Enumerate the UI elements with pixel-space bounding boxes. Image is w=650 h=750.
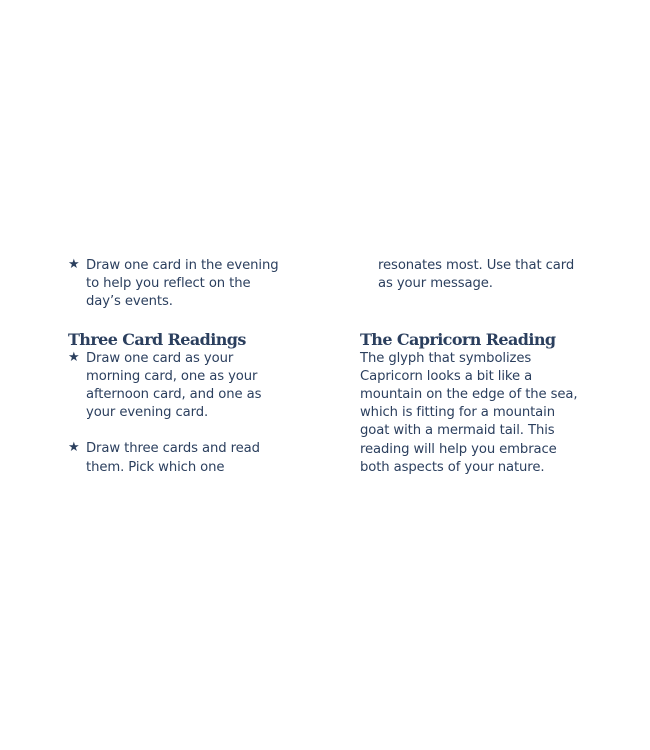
text-line: Capricorn looks a bit like a [360, 368, 533, 384]
text-line: resonates most. Use that card [378, 258, 575, 273]
heading-three-card: Three Card Readings [68, 329, 246, 349]
text-line: reading will help you embrace [360, 441, 557, 457]
text-line: Draw three cards and read [86, 441, 260, 457]
star-icon: ★ [68, 257, 80, 272]
text-line: Draw one card in the evening [86, 258, 279, 273]
text-line: day’s events. [86, 294, 173, 310]
left-column [68, 257, 308, 477]
text-line: your evening card. [86, 405, 209, 421]
heading-capricorn: The Capricorn Reading [360, 329, 556, 349]
bullet-morning [68, 350, 308, 423]
text-line: them. Pick which one [86, 459, 225, 475]
capricorn-paragraph [360, 350, 600, 477]
star-icon: ★ [68, 349, 80, 365]
text-line: Draw one card as your [86, 350, 234, 366]
text-line: afternoon card, and one as [86, 386, 262, 402]
text-line: mountain on the edge of the sea, [360, 386, 578, 402]
text-line: goat with a mermaid tail. This [360, 423, 555, 439]
right-column [360, 257, 600, 477]
text-line: morning card, one as your [86, 368, 258, 384]
continued-bullet [360, 257, 600, 293]
star-icon: ★ [68, 440, 80, 456]
bullet-three-cards [68, 440, 308, 476]
text-line: which is fitting for a mountain [360, 405, 555, 421]
text-line: to help you reflect on the [86, 276, 251, 292]
text-line: both aspects of your nature. [360, 459, 545, 475]
text-line: The glyph that symbolizes [360, 350, 532, 366]
bullet-evening [68, 257, 308, 312]
text-line: as your message. [378, 276, 493, 292]
